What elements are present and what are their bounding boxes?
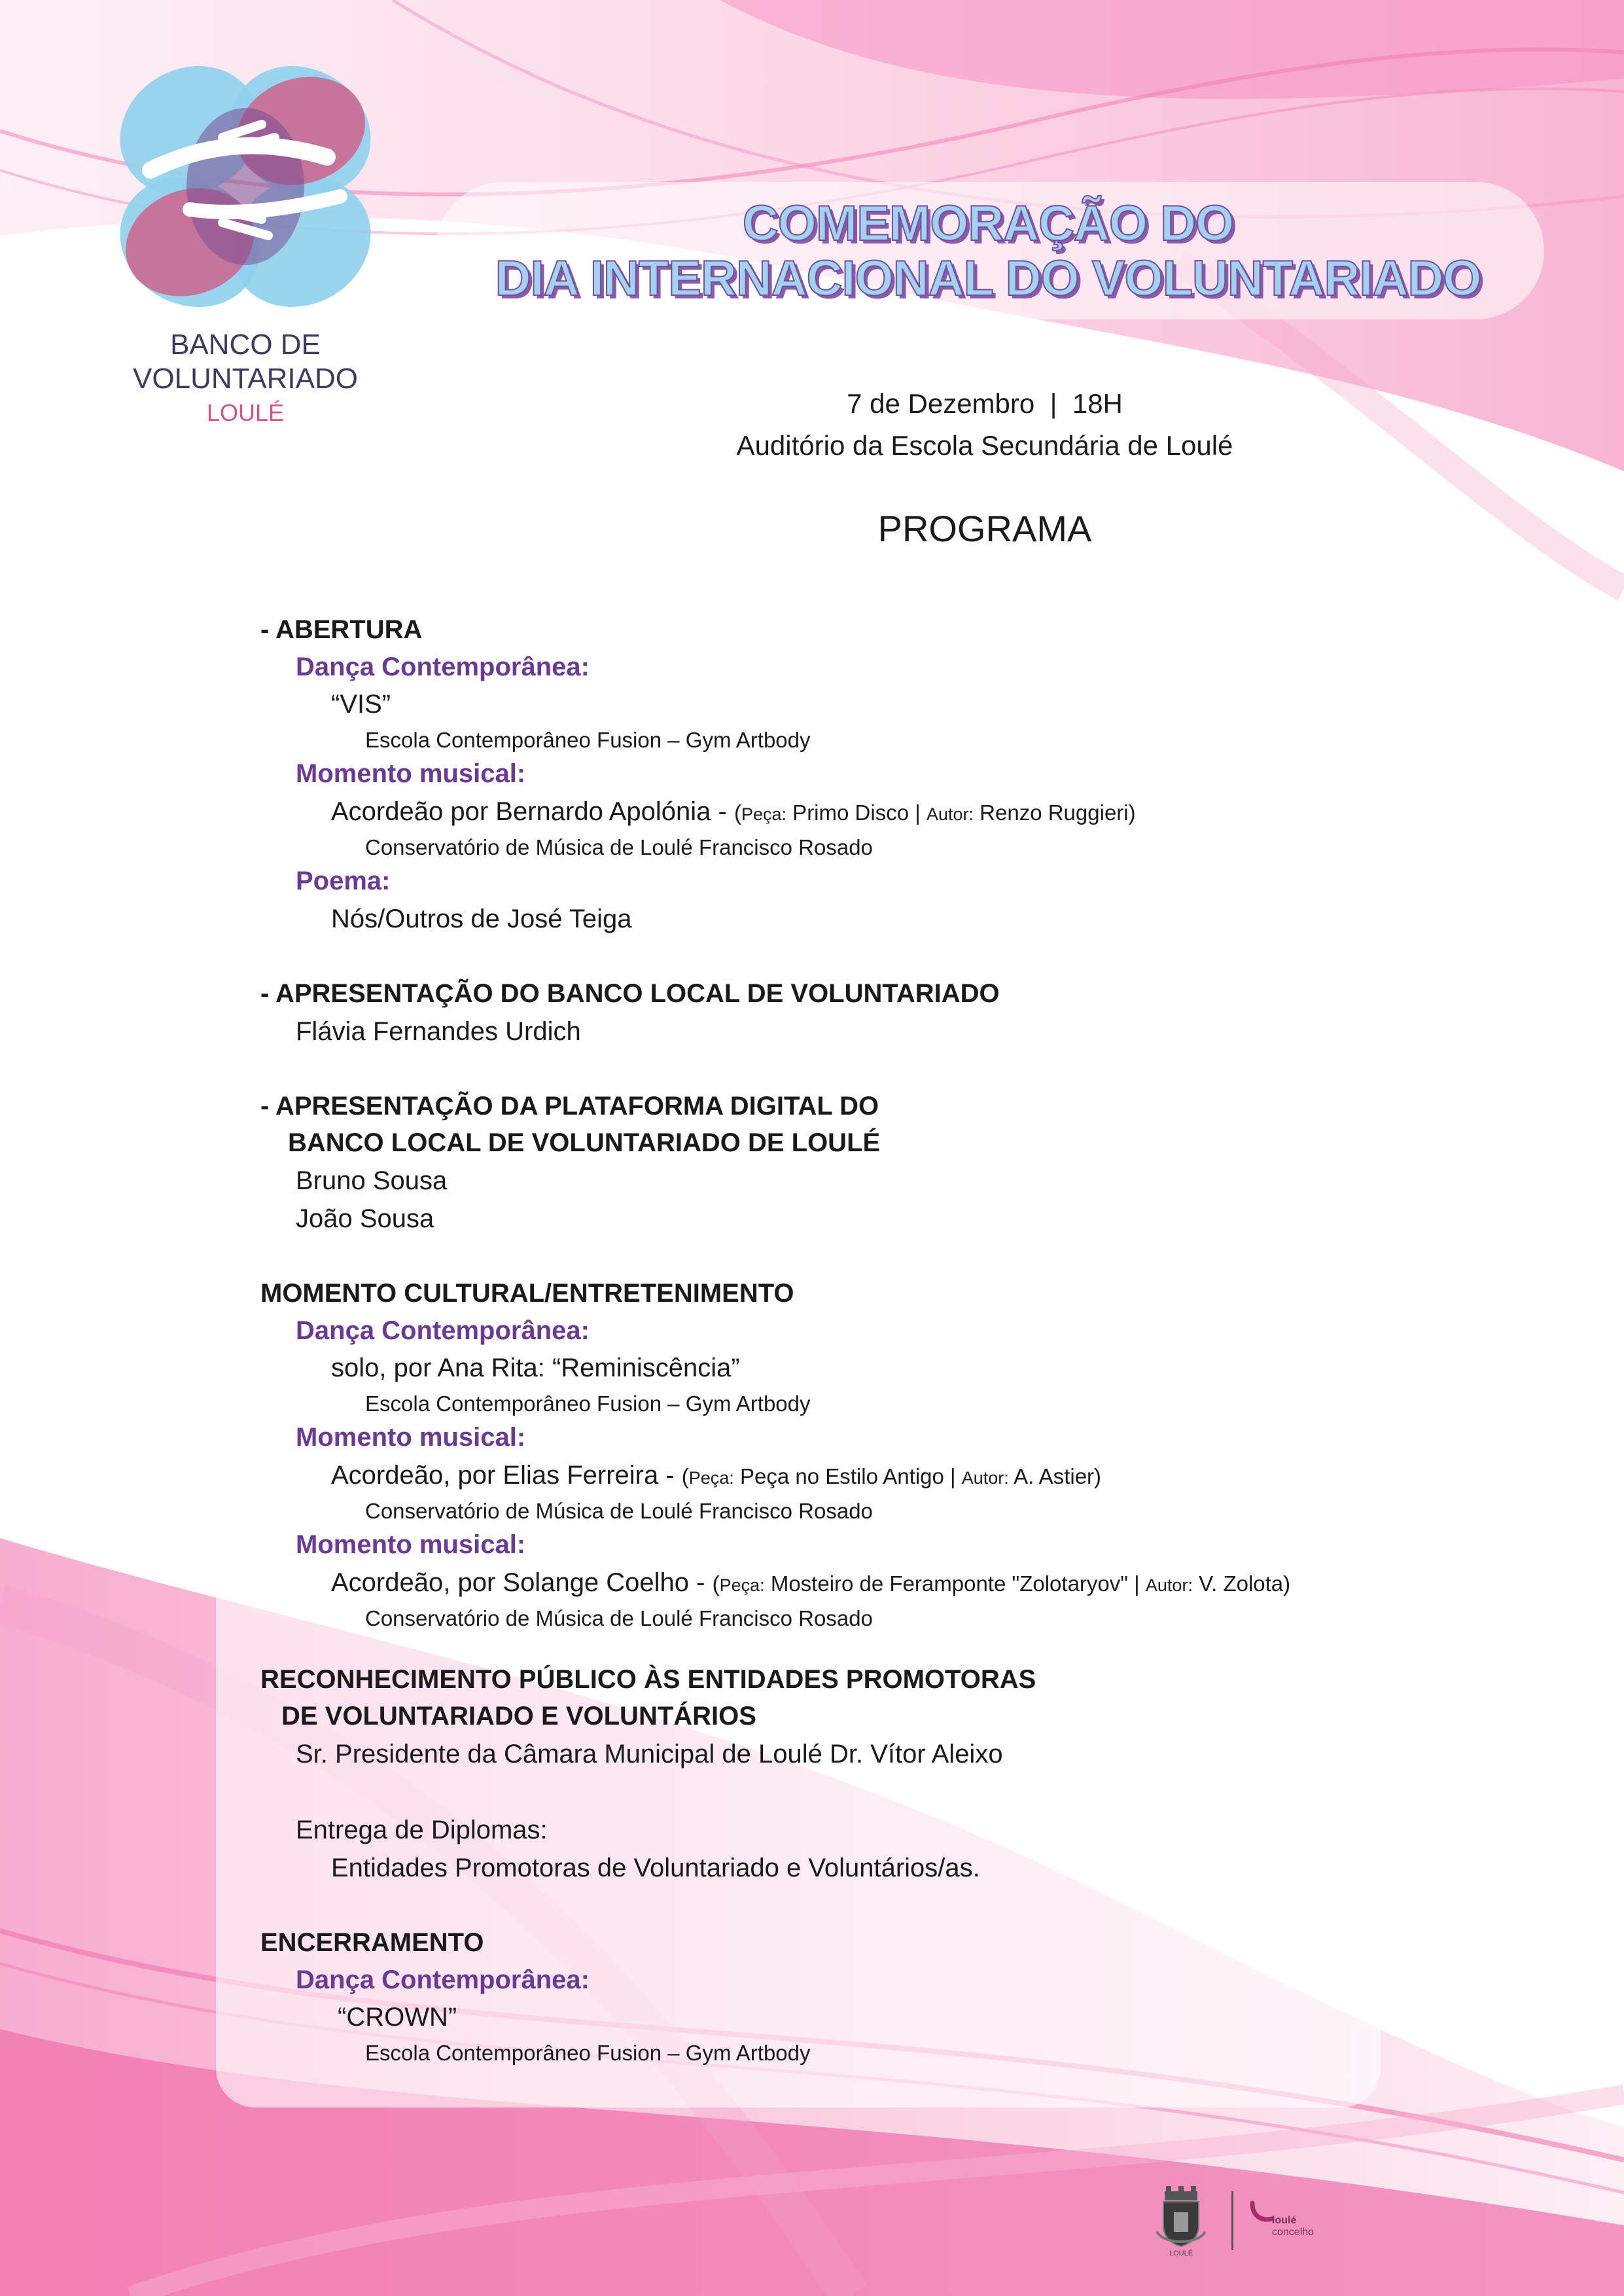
performer-school: Conservatório de Música de Loulé Francisco Rosado — [365, 835, 873, 859]
section-apresentacao-banco-heading: - APRESENTAÇÃO DO BANCO LOCAL DE VOLUNTARIADO — [260, 979, 1000, 1008]
diplomas-label: Entrega de Diplomas: — [296, 1816, 548, 1844]
piece-open-paren: ( — [733, 800, 741, 825]
programa-heading: PROGRAMA — [877, 508, 1092, 549]
crest-label: LOULÉ — [1169, 2250, 1193, 2257]
performer-school: Escola Contemporâneo Fusion – Gym Artbody — [365, 728, 811, 752]
author-value: Renzo Ruggieri) — [974, 800, 1136, 825]
performer-school: Conservatório de Música de Loulé Francisco Rosado — [365, 1606, 873, 1630]
presenter-name: João Sousa — [296, 1204, 434, 1233]
page-title — [419, 196, 1557, 306]
performer-school: Escola Contemporâneo Fusion – Gym Artbody — [365, 1391, 811, 1416]
performer-school: Conservatório de Música de Loulé Francisco Rosado — [365, 1499, 873, 1523]
title-line-2: DIA INTERNACIONAL DO VOLUNTARIADO — [495, 251, 1481, 306]
logo-line-1: BANCO DE — [170, 329, 321, 361]
section-encerramento-heading: ENCERRAMENTO — [260, 1928, 484, 1957]
title-line-1: COMEMORAÇÃO DO — [742, 196, 1234, 251]
musical-performer: Acordeão por Bernardo Apolónia - — [331, 797, 734, 826]
footer-brand-2: concelho — [1272, 2227, 1315, 2238]
piece-open-paren: ( — [712, 1571, 720, 1596]
poem-text: Nós/Outros de José Teiga — [331, 905, 632, 933]
section-plataforma-heading-1: - APRESENTAÇÃO DA PLATAFORMA DIGITAL DO — [260, 1092, 879, 1121]
speaker-name: Sr. Presidente da Câmara Municipal de Loulé Dr. Vítor Aleixo — [296, 1740, 1003, 1768]
logo-line-3: LOULÉ — [206, 399, 285, 426]
musical-performer: Acordeão, por Solange Coelho - — [331, 1568, 713, 1597]
piece-value: Primo Disco | — [786, 800, 927, 825]
footer-divider — [1231, 2191, 1233, 2250]
footer-logos — [1152, 2186, 1322, 2265]
logo-line-2: VOLUNTARIADO — [133, 363, 358, 395]
author-value: V. Zolota) — [1192, 1571, 1291, 1596]
label-danca: Dança Contemporânea: — [296, 653, 590, 681]
diplomas-text: Entidades Promotoras de Voluntariado e Voluntários/as. — [331, 1854, 980, 1882]
author-value: A. Astier) — [1008, 1464, 1102, 1488]
piece-value: Mosteiro de Feramponte "Zolotaryov" | — [764, 1571, 1146, 1596]
musical-performance — [331, 1568, 1290, 1598]
piece-key: Peça: — [688, 1468, 734, 1488]
performance-title: “CROWN” — [338, 2003, 457, 2032]
author-key: Autor: — [961, 1468, 1009, 1488]
musical-performer: Acordeão, por Elias Ferreira - — [331, 1461, 682, 1490]
loule-swoosh-icon — [1248, 2199, 1275, 2225]
label-danca: Dança Contemporânea: — [296, 1965, 590, 1994]
piece-key: Peça: — [741, 804, 787, 824]
presenter-name: Bruno Sousa — [296, 1166, 448, 1195]
section-abertura-heading: - ABERTURA — [260, 615, 423, 644]
label-danca: Dança Contemporânea: — [296, 1316, 590, 1345]
section-reconhecimento-heading-2: DE VOLUNTARIADO E VOLUNTÁRIOS — [281, 1702, 756, 1731]
performer-school: Escola Contemporâneo Fusion – Gym Artbody — [365, 2041, 811, 2065]
footer-brand-1: loulé — [1272, 2215, 1297, 2226]
presenter-name: Flávia Fernandes Urdich — [296, 1017, 581, 1046]
piece-value: Peça no Estilo Antigo | — [733, 1464, 962, 1488]
label-musical: Momento musical: — [296, 1530, 526, 1559]
label-musical: Momento musical: — [296, 759, 526, 788]
butterfly-hands-icon — [92, 46, 399, 327]
label-poema: Poema: — [296, 867, 391, 895]
piece-key: Peça: — [719, 1575, 765, 1595]
banco-voluntariado-logo — [92, 46, 399, 432]
musical-performance — [331, 797, 1136, 827]
section-reconhecimento-heading-1: RECONHECIMENTO PÚBLICO ÀS ENTIDADES PROMOTORAS — [260, 1665, 1036, 1694]
section-plataforma-heading-2: BANCO LOCAL DE VOLUNTARIADO DE LOULÉ — [288, 1128, 881, 1157]
performance-title: solo, por Ana Rita: “Reminiscência” — [331, 1354, 740, 1382]
performance-title: “VIS” — [331, 690, 391, 719]
label-musical: Momento musical: — [296, 1423, 526, 1452]
event-venue: Auditório da Escola Secundária de Loulé — [736, 430, 1233, 461]
musical-performance — [331, 1461, 1101, 1490]
author-key: Autor: — [926, 804, 974, 824]
municipal-crest-icon — [1152, 2186, 1210, 2258]
event-date: 7 de Dezembro | 18H — [847, 388, 1123, 419]
event-info — [654, 383, 1315, 467]
piece-open-paren: ( — [681, 1464, 689, 1488]
section-cultural-heading: MOMENTO CULTURAL/ENTRETENIMENTO — [260, 1279, 794, 1308]
author-key: Autor: — [1145, 1575, 1193, 1595]
